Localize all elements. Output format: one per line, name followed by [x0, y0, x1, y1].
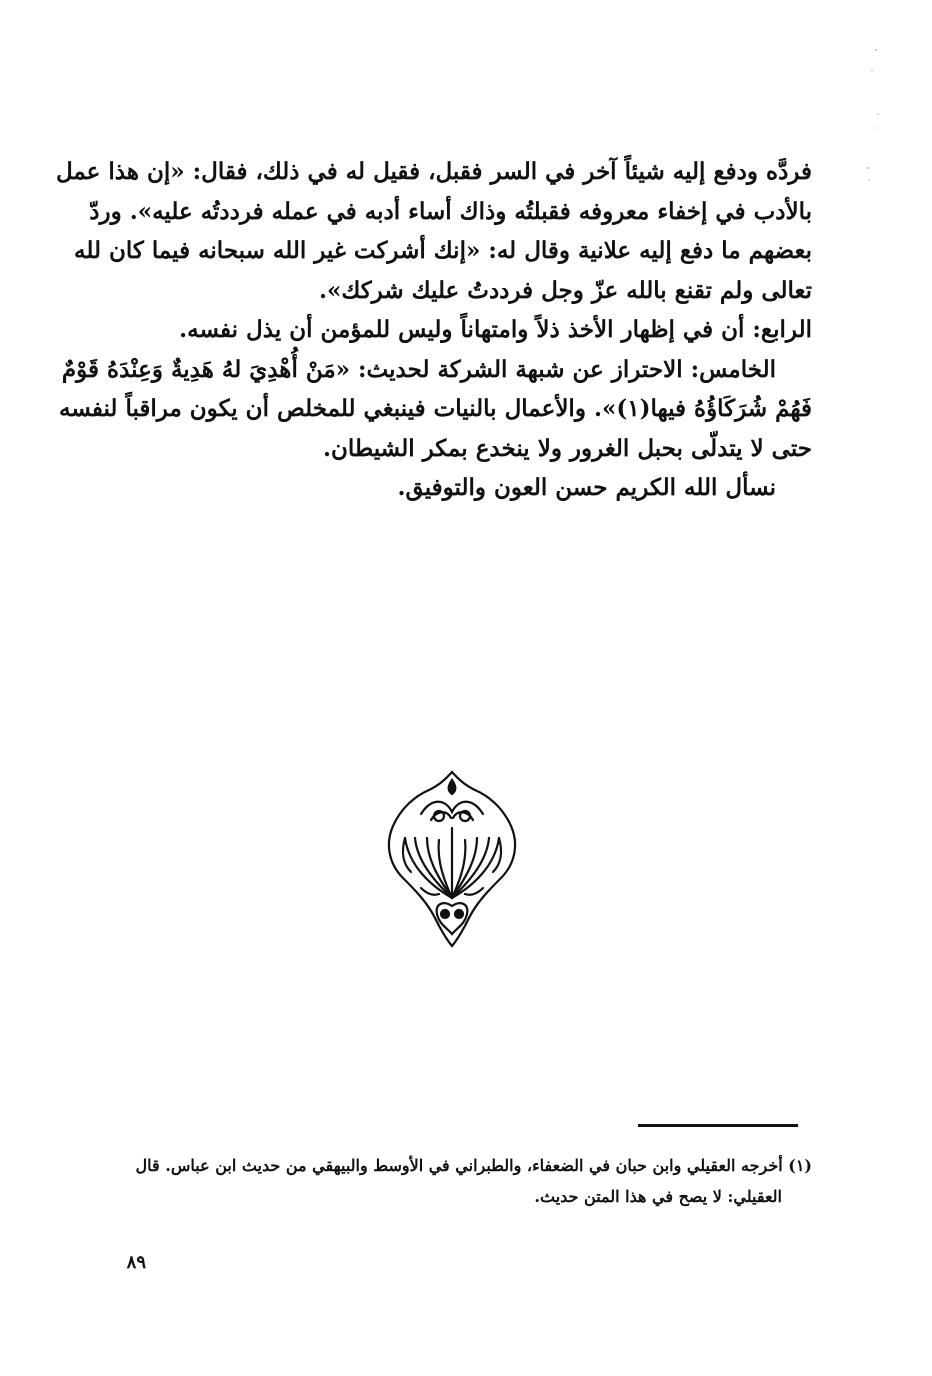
paragraph-2 — [120, 310, 812, 350]
text-line: بعضهم ما دفع إليه علانية وقال له: «إنك أشركت غير الله سبحانه فيما كان لله — [74, 237, 812, 264]
text-line: حتى لا يتدلّى بحبل الغرور ولا ينخدع بمكر الشيطان. — [322, 434, 812, 462]
paragraph-4 — [120, 468, 812, 508]
paragraph-3-cont — [59, 389, 812, 468]
main-text — [55, 152, 812, 508]
footnote-line: العقيلي: لا يصح في هذا المتن حديث. — [534, 1187, 782, 1206]
text-line: فردَّه ودفع إليه شيئاً آخر في السر فقبل، فقيل له في ذلك، فقال: «إن هذا عمل — [55, 158, 812, 185]
paragraph-3 — [61, 350, 812, 390]
text-line: بالأدب في إخفاء معروفه فقبلتُه وذاك أساء أدبه في عمله فرددتُه عليه». وردّ — [89, 197, 812, 225]
page-number: ٨٩ — [126, 1252, 146, 1273]
floral-arabesque-icon — [381, 768, 523, 948]
scan-specks — [862, 40, 882, 200]
footnote-separator — [638, 1124, 798, 1127]
text-line: فَهُمْ شُرَكَاؤُهُ فيها(١)». والأعمال بالنيات فينبغي للمخلص أن يكون مراقباً لنفسه — [59, 395, 812, 422]
text-line: الرابع: أن في إظهار الأخذ ذلاً وامتهاناً وليس للمؤمن أن يذل نفسه. — [179, 316, 812, 343]
text-line: الخامس: الاحتراز عن شبهة الشركة لحديث: «مَنْ أُهْدِيَ لهُ هَدِيةٌ وَعِنْدَهُ قَوْمٌ — [61, 355, 776, 383]
text-line: تعالى ولم تقنع بالله عزّ وجل فرددتُ عليك شركك». — [318, 276, 812, 304]
paragraph-1 — [55, 152, 812, 310]
text-line: نسأل الله الكريم حسن العون والتوفيق. — [397, 474, 776, 501]
footnotes — [120, 1150, 812, 1212]
footnote-line: (١) أخرجه العقيلي وابن حبان في الضعفاء، والطبراني في الأوسط والبيهقي من حديث ابن عباس. قال — [135, 1156, 812, 1175]
